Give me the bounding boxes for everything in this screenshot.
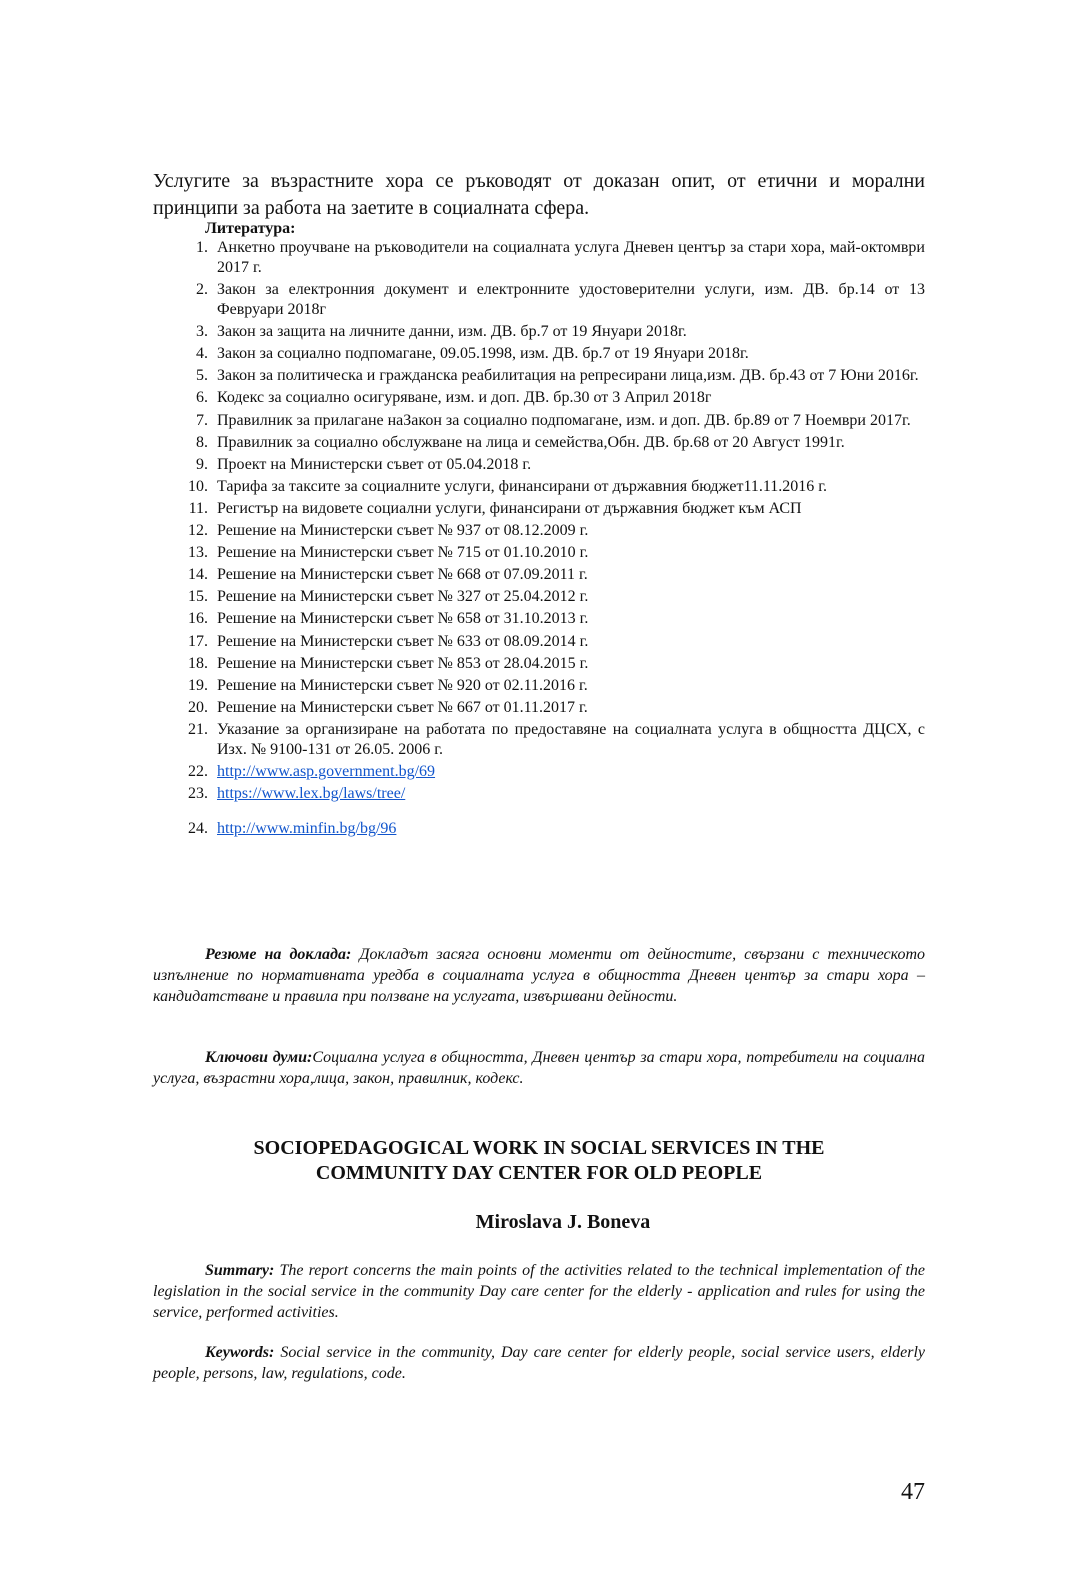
reference-number: 19. <box>188 676 208 694</box>
reference-text: Закон за електронния документ и електронните удостоверителни услуги, изм. ДВ. бр.14 от 13 Февруари 2018г <box>217 281 925 319</box>
reference-text: Решение на Министерски съвет № 920 от 02.11.2016 г. <box>217 676 588 694</box>
reference-text: Решение на Министерски съвет № 658 от 31.10.2013 г. <box>217 610 589 628</box>
reference-item <box>153 238 925 278</box>
author-name: Miroslava J. Boneva <box>475 1211 651 1233</box>
english-title-line-1: SOCIOPEDAGOGICAL WORK IN SOCIAL SERVICES IN THE <box>253 1137 825 1159</box>
reference-text: Решение на Министерски съвет № 853 от 28.04.2015 г. <box>217 654 589 672</box>
en-summary-text: The report concerns the main points of the activities related to the technical implementation of the legislation in the social service in the community Day care center for the elderly - application and rules for using the service, performed activities. <box>153 1262 925 1321</box>
reference-item <box>153 433 925 453</box>
reference-item <box>153 720 925 760</box>
reference-number: 7. <box>196 411 208 429</box>
reference-item <box>153 499 925 519</box>
reference-number: 1. <box>196 239 208 256</box>
reference-list <box>153 238 925 841</box>
intro-paragraph: Услугите за възрастните хора се ръководят от доказан опит, от етични и морални принципи за работа на заетите в социалната сфера. <box>153 170 925 219</box>
bg-summary <box>153 944 925 1007</box>
reference-text: Тарифа за таксите за социалните услуги, финансирани от държавния бюджет11.11.2016 г. <box>217 477 828 495</box>
reference-item <box>153 521 925 541</box>
reference-number: 17. <box>188 632 208 650</box>
reference-number: 16. <box>188 610 208 628</box>
page-number: 47 <box>901 1479 925 1505</box>
reference-item <box>153 477 925 497</box>
reference-text: Проект на Министерски съвет от 05.04.2018 г. <box>217 455 532 473</box>
english-title-line-2: COMMUNITY DAY CENTER FOR OLD PEOPLE <box>315 1162 763 1184</box>
reference-item <box>153 819 925 839</box>
reference-link-lex[interactable]: https://www.lex.bg/laws/tree/ <box>217 785 406 803</box>
reference-item <box>153 676 925 696</box>
reference-number: 21. <box>188 720 208 738</box>
reference-number: 6. <box>196 389 208 407</box>
reference-item <box>153 280 925 320</box>
reference-text: Решение на Министерски съвет № 937 от 08.12.2009 г. <box>217 522 589 540</box>
reference-number: 18. <box>188 654 208 672</box>
reference-text: Решение на Министерски съвет № 715 от 01.10.2010 г. <box>217 544 589 562</box>
reference-number: 15. <box>188 588 208 606</box>
reference-number: 8. <box>196 433 208 451</box>
reference-text: Указание за организиране на работата по предоставяне на социалната услуга в общността ДЦСХ, с Изх. № 9100-131 от 26.05. 2006 г. <box>217 720 925 758</box>
reference-item <box>153 609 925 629</box>
literature-heading: Литература: <box>205 220 296 237</box>
en-summary-label: Summary: <box>205 1262 275 1279</box>
reference-item <box>153 366 925 386</box>
reference-link-asp[interactable]: http://www.asp.government.bg/69 <box>217 762 436 780</box>
reference-number: 23. <box>188 785 208 803</box>
reference-item <box>153 411 925 431</box>
reference-number: 4. <box>196 345 208 363</box>
reference-number: 5. <box>196 367 208 385</box>
reference-item <box>153 698 925 718</box>
reference-text: Анкетно проучване на ръководители на социалната услуга Дневен център за стари хора, май-октомври 2017 г. <box>217 239 925 276</box>
reference-text: Решение на Министерски съвет № 327 от 25.04.2012 г. <box>217 588 589 606</box>
reference-number: 3. <box>196 323 208 341</box>
reference-item <box>153 762 925 782</box>
reference-number: 14. <box>188 566 208 584</box>
reference-link-minfin[interactable]: http://www.minfin.bg/bg/96 <box>217 820 397 838</box>
reference-item <box>153 455 925 475</box>
reference-number: 2. <box>196 281 208 299</box>
bg-summary-label: Резюме на доклада: <box>205 946 352 963</box>
reference-number: 12. <box>188 522 208 540</box>
reference-number: 20. <box>188 698 208 716</box>
reference-item <box>153 344 925 364</box>
reference-number: 10. <box>188 477 208 495</box>
reference-number: 22. <box>188 762 208 780</box>
reference-number: 9. <box>196 455 208 473</box>
reference-text: Решение на Министерски съвет № 633 от 08.09.2014 г. <box>217 632 589 650</box>
reference-text: Закон за политическа и гражданска реабилитация на репресирани лица,изм. ДВ. бр.43 от 7 Юни 2016г. <box>217 367 919 385</box>
reference-number: 13. <box>188 544 208 562</box>
reference-number: 11. <box>188 499 208 517</box>
reference-item <box>153 543 925 563</box>
reference-number: 24. <box>188 820 208 838</box>
reference-item <box>153 784 925 804</box>
reference-text: Правилник за прилагане наЗакон за социално подпомагане, изм. и доп. ДВ. бр.89 от 7 Ноември 2017г. <box>217 411 911 429</box>
reference-item <box>153 322 925 342</box>
bg-keywords <box>153 1047 925 1089</box>
reference-text: Решение на Министерски съвет № 668 от 07.09.2011 г. <box>217 566 588 584</box>
bg-summary-text: Докладът засяга основни моменти от дейностите, свързани с техническото изпълнение по нормативната уредба в социалната услуга в общността Дневен център за стари хора – кандидатстване и правила при ползване на услугата, извършвани дейности. <box>153 946 926 1005</box>
reference-text: Решение на Министерски съвет № 667 от 01.11.2017 г. <box>217 698 588 716</box>
reference-text: Закон за социално подпомагане, 09.05.1998, изм. ДВ. бр.7 от 19 Януари 2018г. <box>217 345 749 363</box>
reference-item <box>153 388 925 408</box>
reference-item <box>153 565 925 585</box>
reference-item <box>153 632 925 652</box>
reference-text: Закон за защита на личните данни, изм. ДВ. бр.7 от 19 Януари 2018г. <box>217 323 687 341</box>
reference-item <box>153 587 925 607</box>
en-summary <box>153 1260 925 1323</box>
reference-text: Регистър на видовете социални услуги, финансирани от държавния бюджет към АСП <box>217 499 802 517</box>
en-keywords <box>153 1342 925 1384</box>
bg-keywords-label: Ключови думи: <box>205 1049 313 1066</box>
reference-item <box>153 654 925 674</box>
bg-keywords-text: Социална услуга в общността, Дневен център за стари хора, потребители на социална услуга, възрастни хора,лица, закон, правилник, кодекс. <box>153 1049 925 1087</box>
english-title <box>153 1136 925 1186</box>
en-keywords-label: Keywords: <box>205 1344 275 1361</box>
reference-text: Правилник за социално обслужване на лица и семейства,Обн. ДВ. бр.68 от 20 Август 1991г. <box>217 433 845 451</box>
en-keywords-text: Social service in the community, Day care center for elderly people, social service users, elderly people, persons, law, regulations, code. <box>153 1344 925 1382</box>
reference-text: Кодекс за социално осигуряване, изм. и доп. ДВ. бр.30 от 3 Април 2018г <box>217 389 712 407</box>
